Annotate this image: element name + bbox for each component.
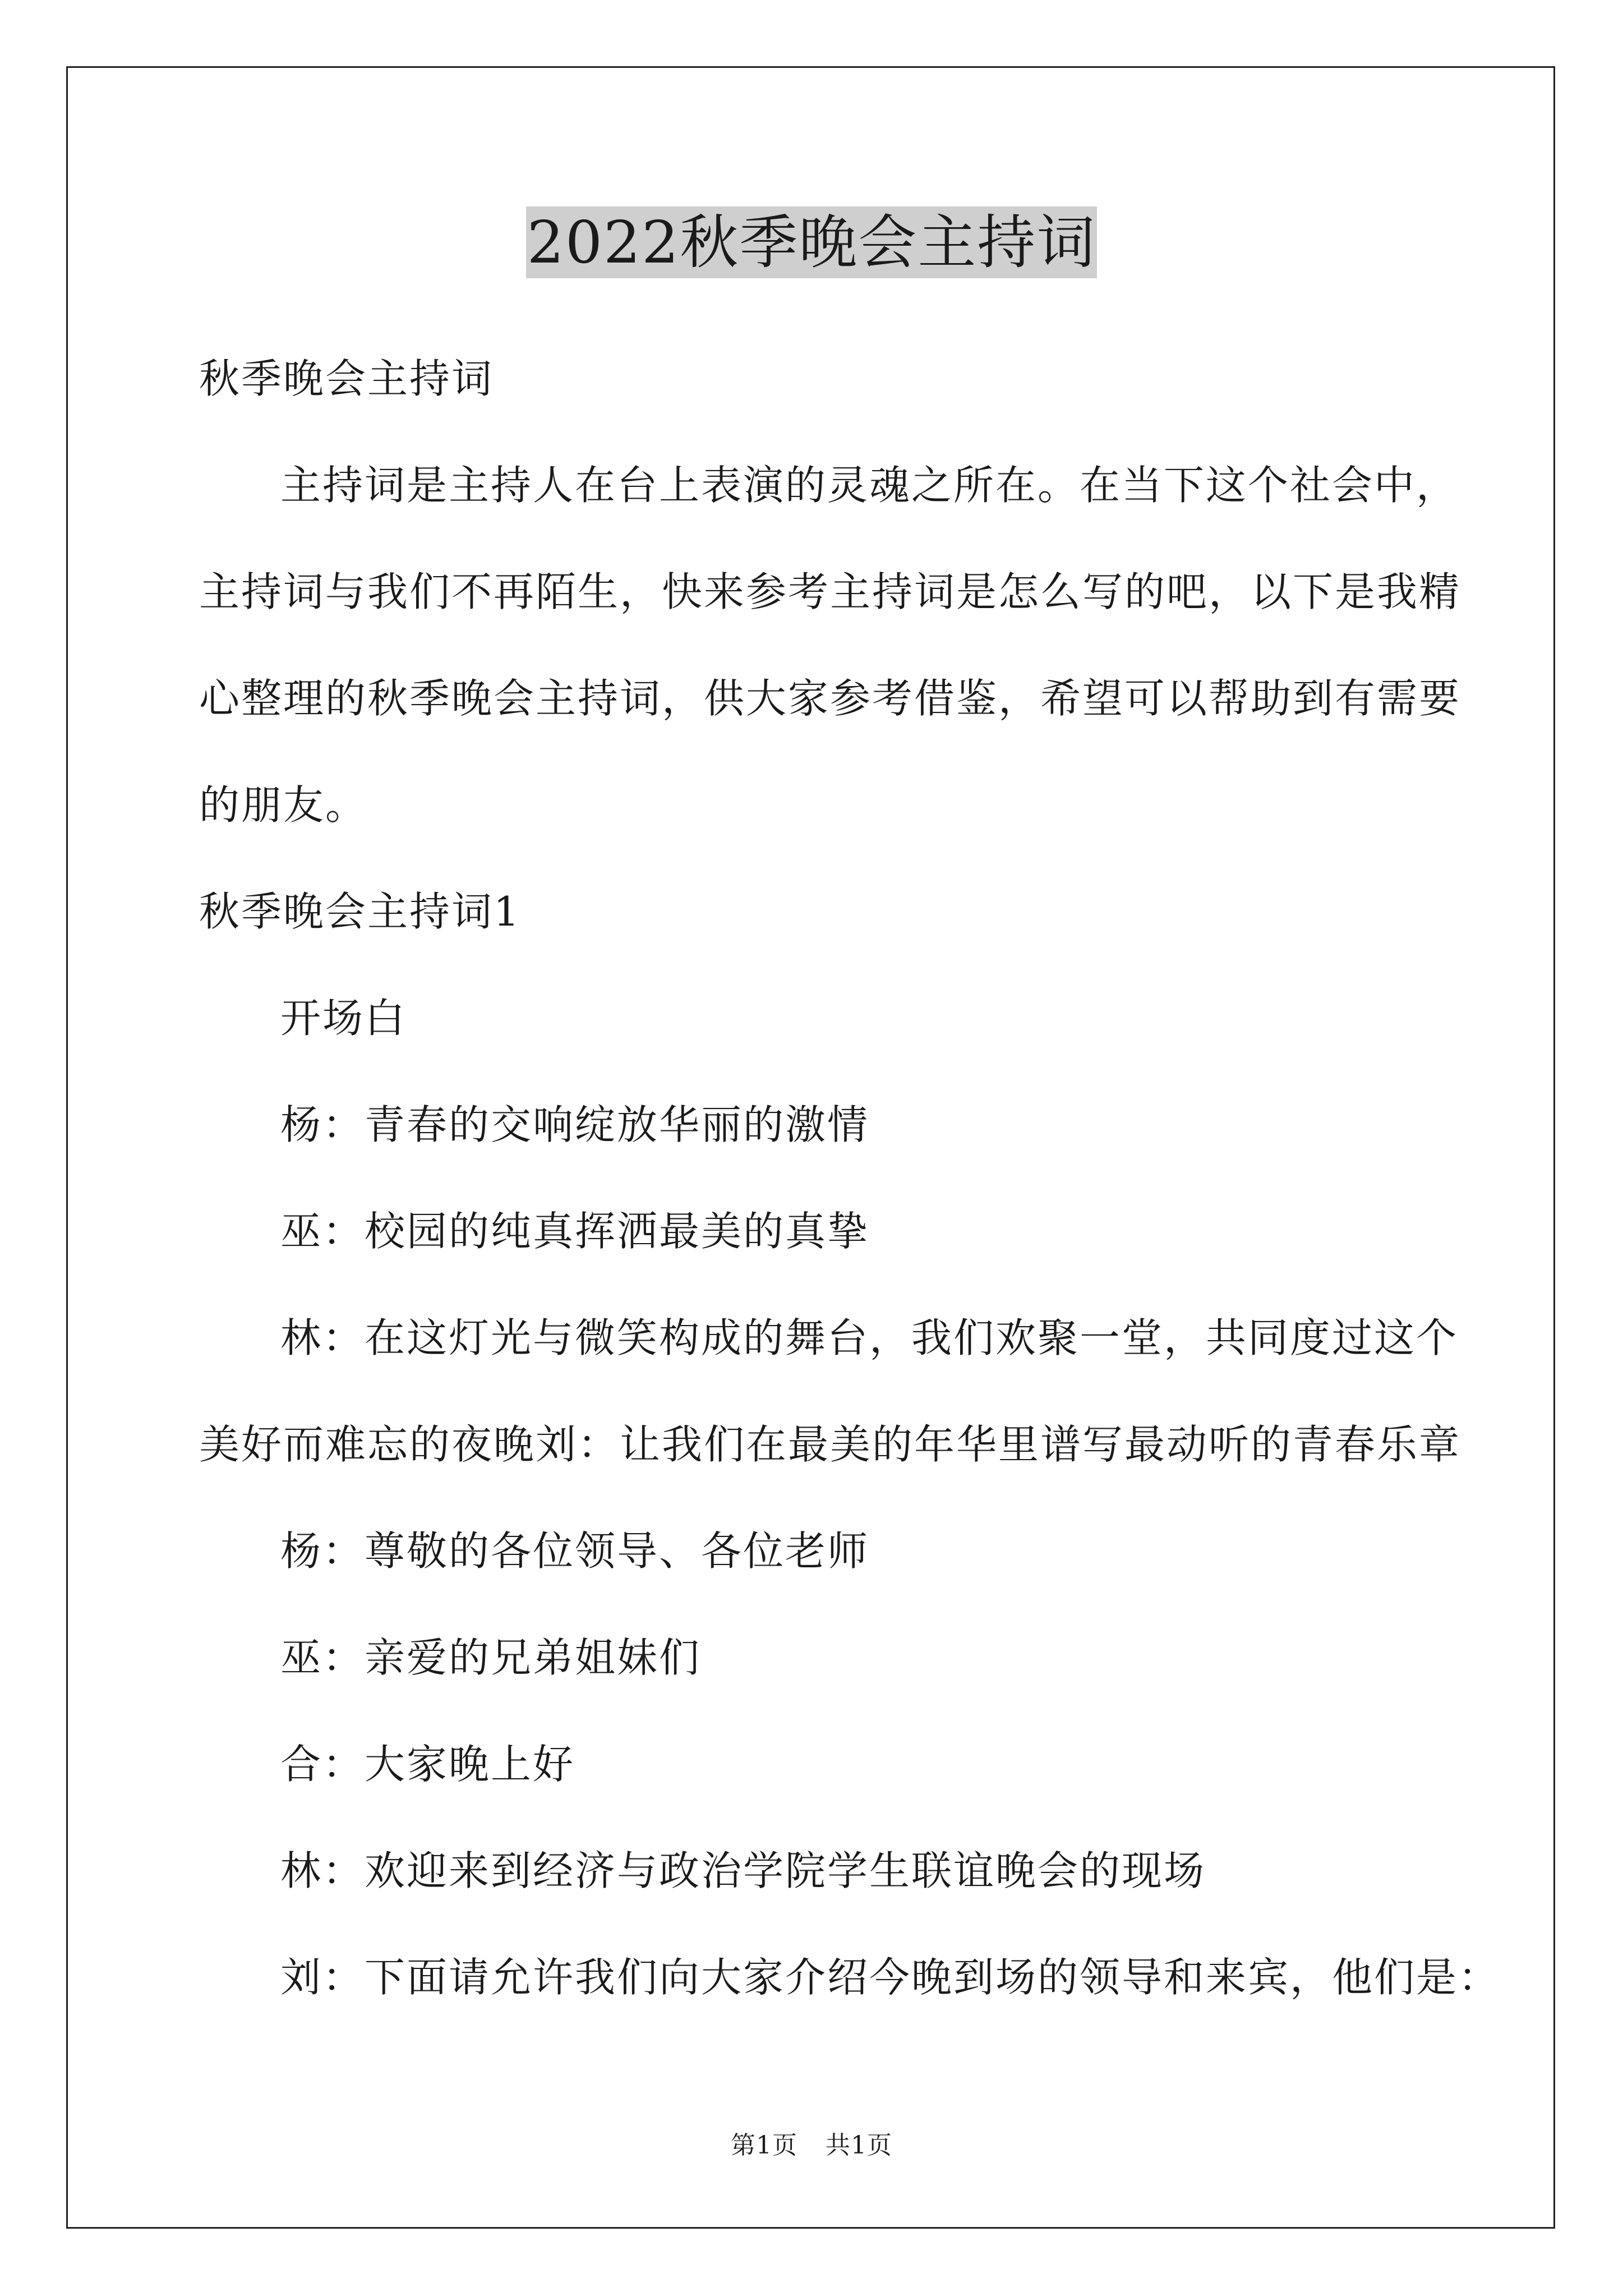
paragraph-line: 心整理的秋季晚会主持词，供大家参考借鉴，希望可以帮助到有需要 [199,675,1461,722]
page-number: 第1页 [731,2131,797,2160]
paragraph-line: 刘：下面请允许我们向大家介绍今晚到场的领导和来宾，他们是： [280,1954,1501,2001]
title-container [0,206,1623,278]
page-footer [0,2129,1623,2162]
paragraph-line: 开场白 [280,995,407,1042]
paragraph-line: 主持词与我们不再陌生，快来参考主持词是怎么写的吧，以下是我精 [199,568,1461,615]
paragraph-line: 杨：青春的交响绽放华丽的激情 [280,1101,870,1148]
paragraph-line: 巫：亲爱的兄弟姐妹们 [280,1634,702,1681]
paragraph-line: 林：欢迎来到经济与政治学院学生联谊晚会的现场 [280,1847,1206,1894]
paragraph-line: 巫：校园的纯真挥洒最美的真挚 [280,1208,870,1255]
page-total: 共1页 [826,2131,892,2160]
section-heading: 秋季晚会主持词 [199,355,494,402]
section-heading: 秋季晚会主持词1 [199,888,521,935]
paragraph-line: 杨：尊敬的各位领导、各位老师 [280,1527,870,1575]
paragraph-line: 美好而难忘的夜晚刘：让我们在最美的年华里谱写最动听的青春乐章 [199,1421,1461,1468]
paragraph-line: 合：大家晚上好 [280,1741,575,1788]
paragraph-line: 的朋友。 [199,781,368,829]
paragraph-line: 林：在这灯光与微笑构成的舞台，我们欢聚一堂，共同度过这个 [280,1314,1459,1361]
document-title: 2022秋季晚会主持词 [526,206,1098,278]
paragraph-line: 主持词是主持人在台上表演的灵魂之所在。在当下这个社会中， [280,462,1459,509]
